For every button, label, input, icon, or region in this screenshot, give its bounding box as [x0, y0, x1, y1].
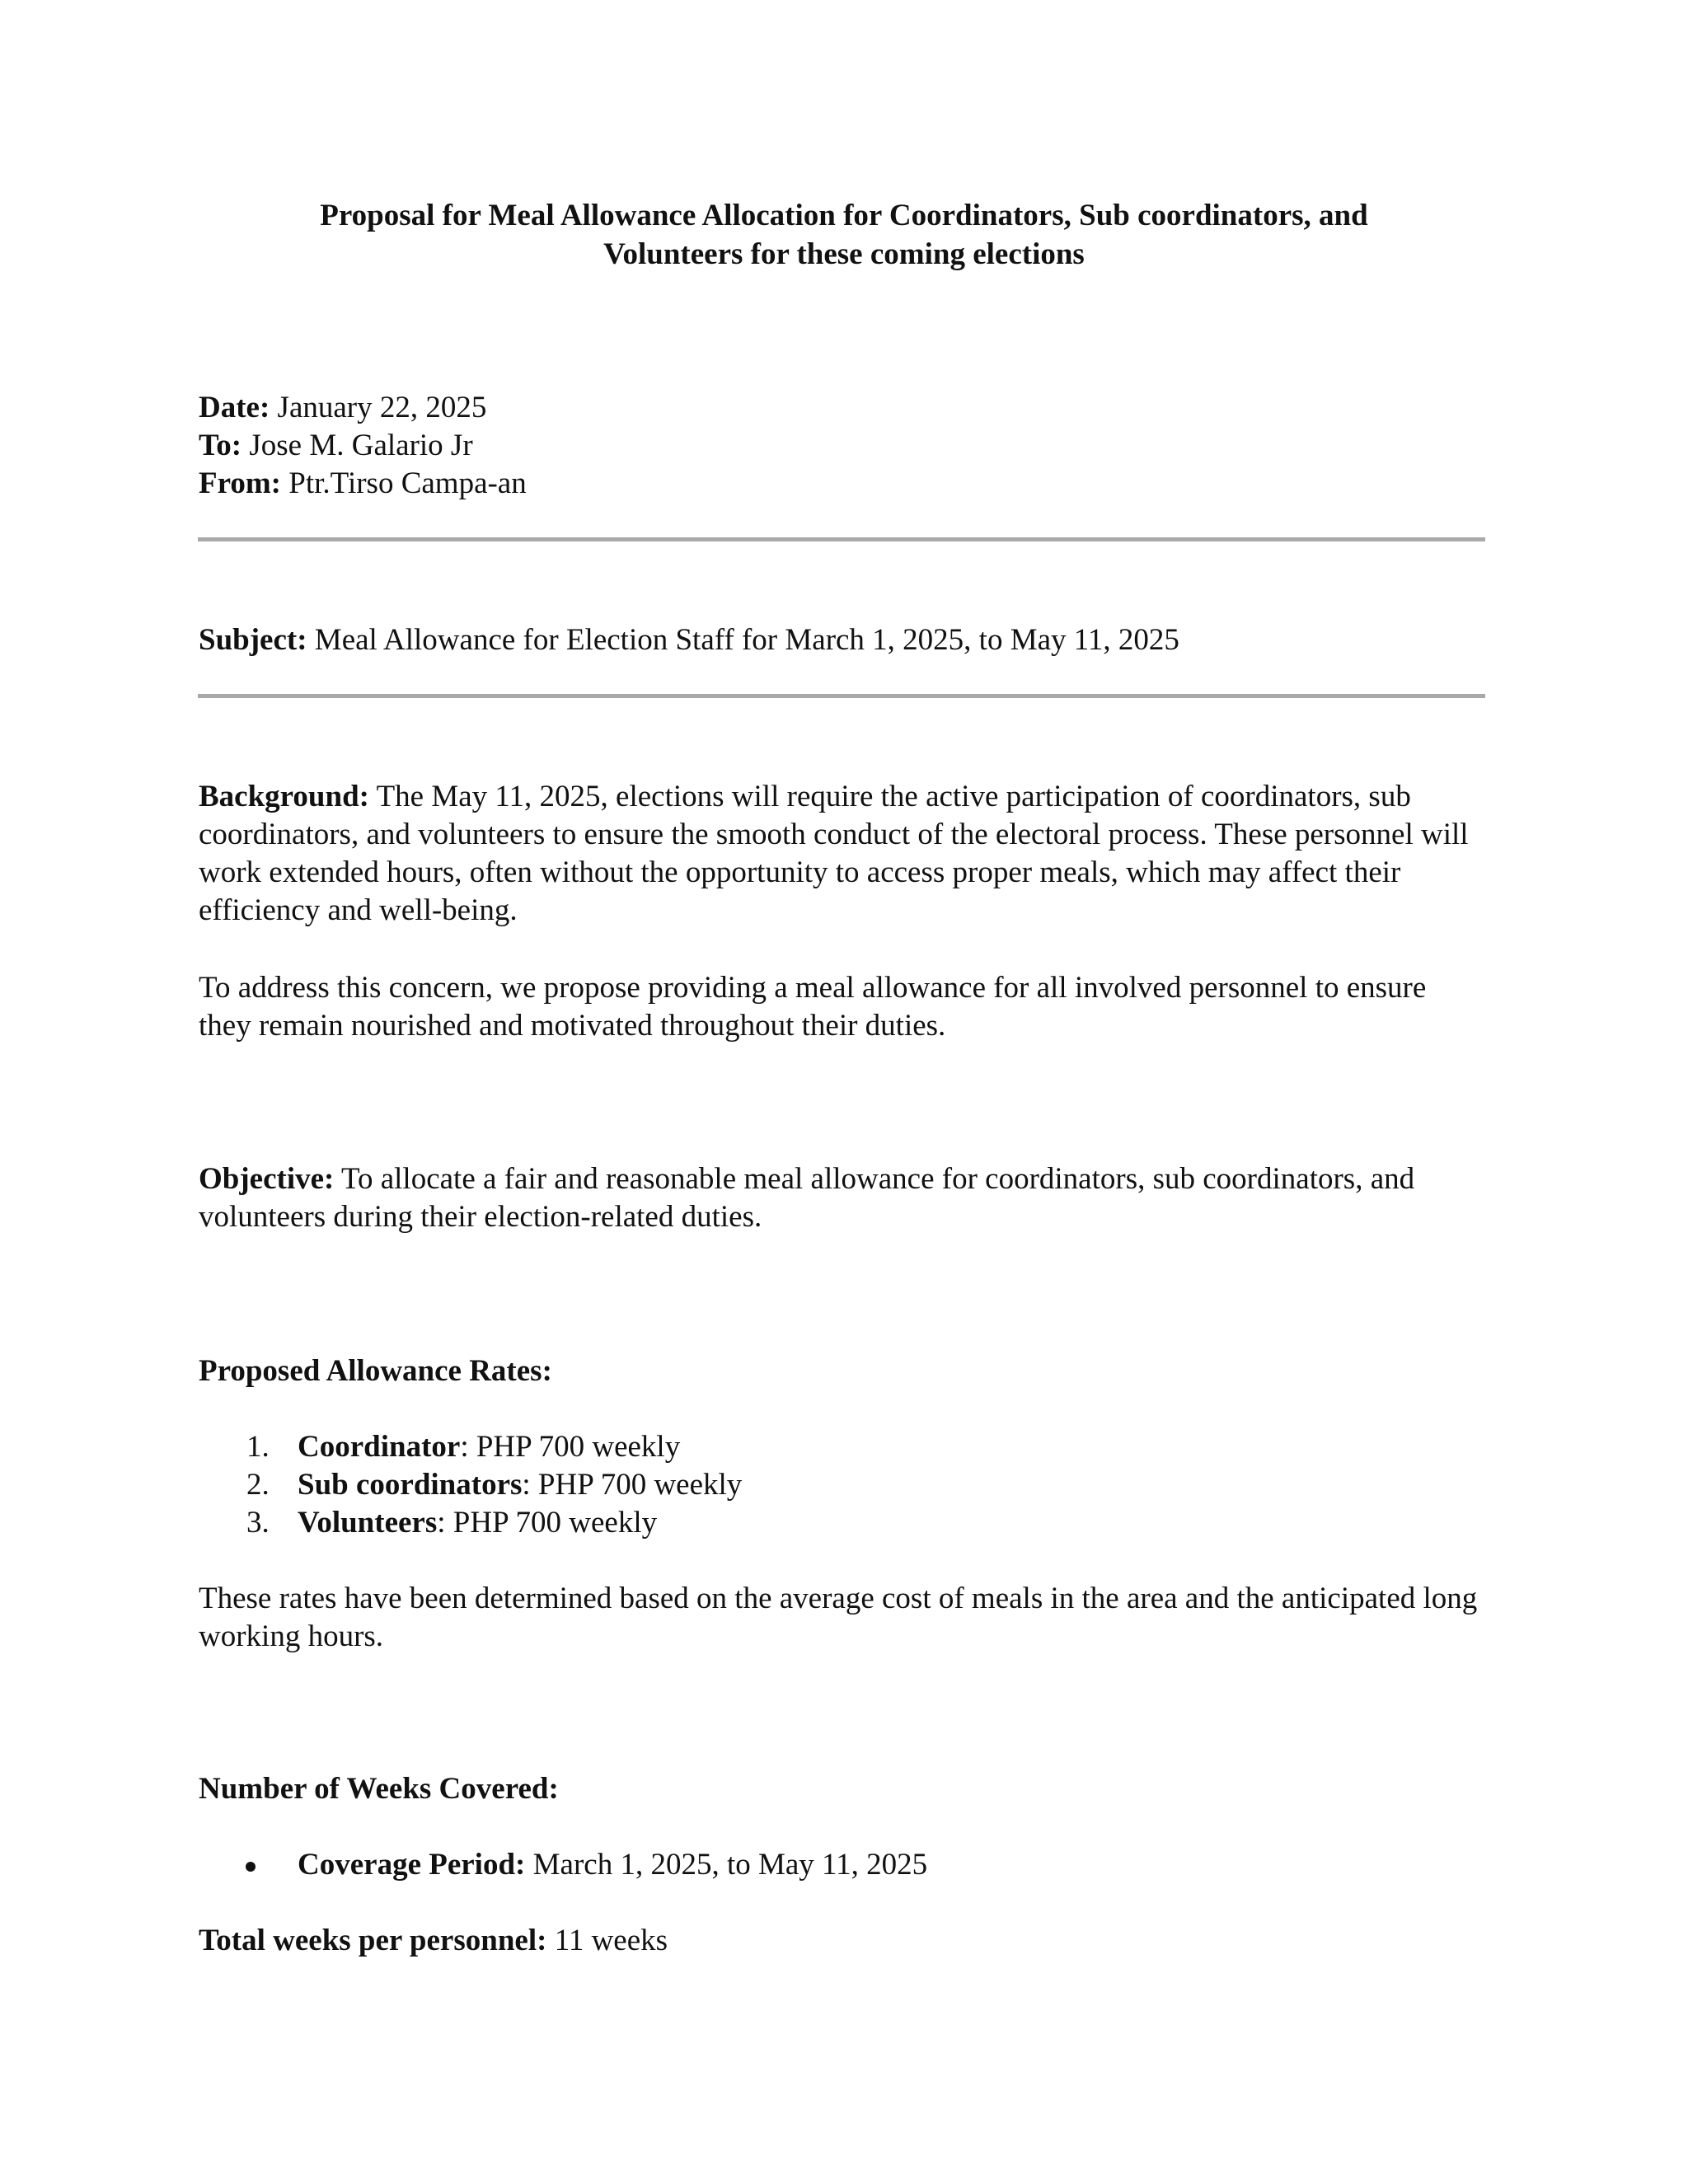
subject-value: Meal Allowance for Election Staff for March 1, 2025, to May 11, 2025 — [307, 623, 1179, 657]
list-item — [199, 1428, 1484, 1466]
rates-heading: Proposed Allowance Rates: — [199, 1354, 552, 1388]
rate-role: Volunteers — [298, 1506, 438, 1540]
list-item-number: 3. — [246, 1506, 270, 1540]
subject-label: Subject: — [199, 623, 307, 657]
list-item — [199, 1846, 1484, 1884]
background-text: The May 11, 2025, elections will require the active participation of coordinators, sub coordinators, and volunteers to ensure the smooth conduct of the electoral process. These personnel will work extended hours, often without the opportunity to access proper meals, which may affect their efficiency and well-being. — [199, 780, 1469, 927]
divider-bottom — [198, 694, 1485, 698]
document-title — [198, 196, 1490, 274]
rate-value: : PHP 700 weekly — [460, 1430, 681, 1464]
background-paragraph — [199, 778, 1484, 930]
list-item — [199, 1466, 1484, 1504]
list-item — [199, 1504, 1484, 1542]
coverage-value: March 1, 2025, to May 11, 2025 — [525, 1848, 928, 1882]
rate-role: Sub coordinators — [298, 1468, 523, 1502]
subject-line — [199, 621, 1484, 659]
background-label: Background: — [199, 780, 369, 813]
weeks-heading: Number of Weeks Covered: — [199, 1772, 559, 1806]
bullet-icon — [246, 1862, 256, 1872]
total-weeks-label: Total weeks per personnel: — [199, 1924, 547, 1957]
list-item-number: 2. — [246, 1468, 270, 1502]
objective-label: Objective: — [199, 1162, 335, 1196]
memo-from-label: From: — [199, 466, 281, 500]
objective-paragraph — [199, 1160, 1484, 1236]
rates-list — [199, 1428, 1484, 1542]
memo-date — [199, 389, 1484, 427]
weeks-list — [199, 1846, 1484, 1884]
memo-to-label: To: — [199, 429, 242, 462]
memo-to-value: Jose M. Galario Jr — [241, 429, 473, 462]
memo-date-value: January 22, 2025 — [270, 391, 487, 424]
objective-text: To allocate a fair and reasonable meal allowance for coordinators, sub coordinators, and volunteers during their election-related duties. — [199, 1162, 1415, 1234]
divider-top — [198, 537, 1485, 541]
rate-value: : PHP 700 weekly — [437, 1506, 658, 1540]
background-paragraph-2: To address this concern, we propose providing a meal allowance for all involved personnel to ensure they remain nourished and motivated throughout their duties. — [199, 971, 1427, 1043]
memo-to — [199, 427, 1484, 465]
total-weeks-value: 11 weeks — [546, 1924, 668, 1957]
memo-header — [199, 389, 1484, 503]
rate-role: Coordinator — [298, 1430, 461, 1464]
list-item-number: 1. — [246, 1430, 270, 1464]
memo-from-value: Ptr.Tirso Campa-an — [281, 466, 527, 500]
document-title-line-1: Proposal for Meal Allowance Allocation for Coordinators, Sub coordinators, and — [320, 199, 1368, 232]
memo-from — [199, 465, 1484, 503]
rates-note: These rates have been determined based on the average cost of meals in the area and the anticipated long working hours. — [199, 1582, 1478, 1653]
rate-value: : PHP 700 weekly — [522, 1468, 743, 1502]
coverage-label: Coverage Period: — [298, 1848, 526, 1882]
memo-date-label: Date: — [199, 391, 270, 424]
document-title-line-2: Volunteers for these coming elections — [603, 237, 1085, 271]
total-weeks — [199, 1922, 1484, 1960]
